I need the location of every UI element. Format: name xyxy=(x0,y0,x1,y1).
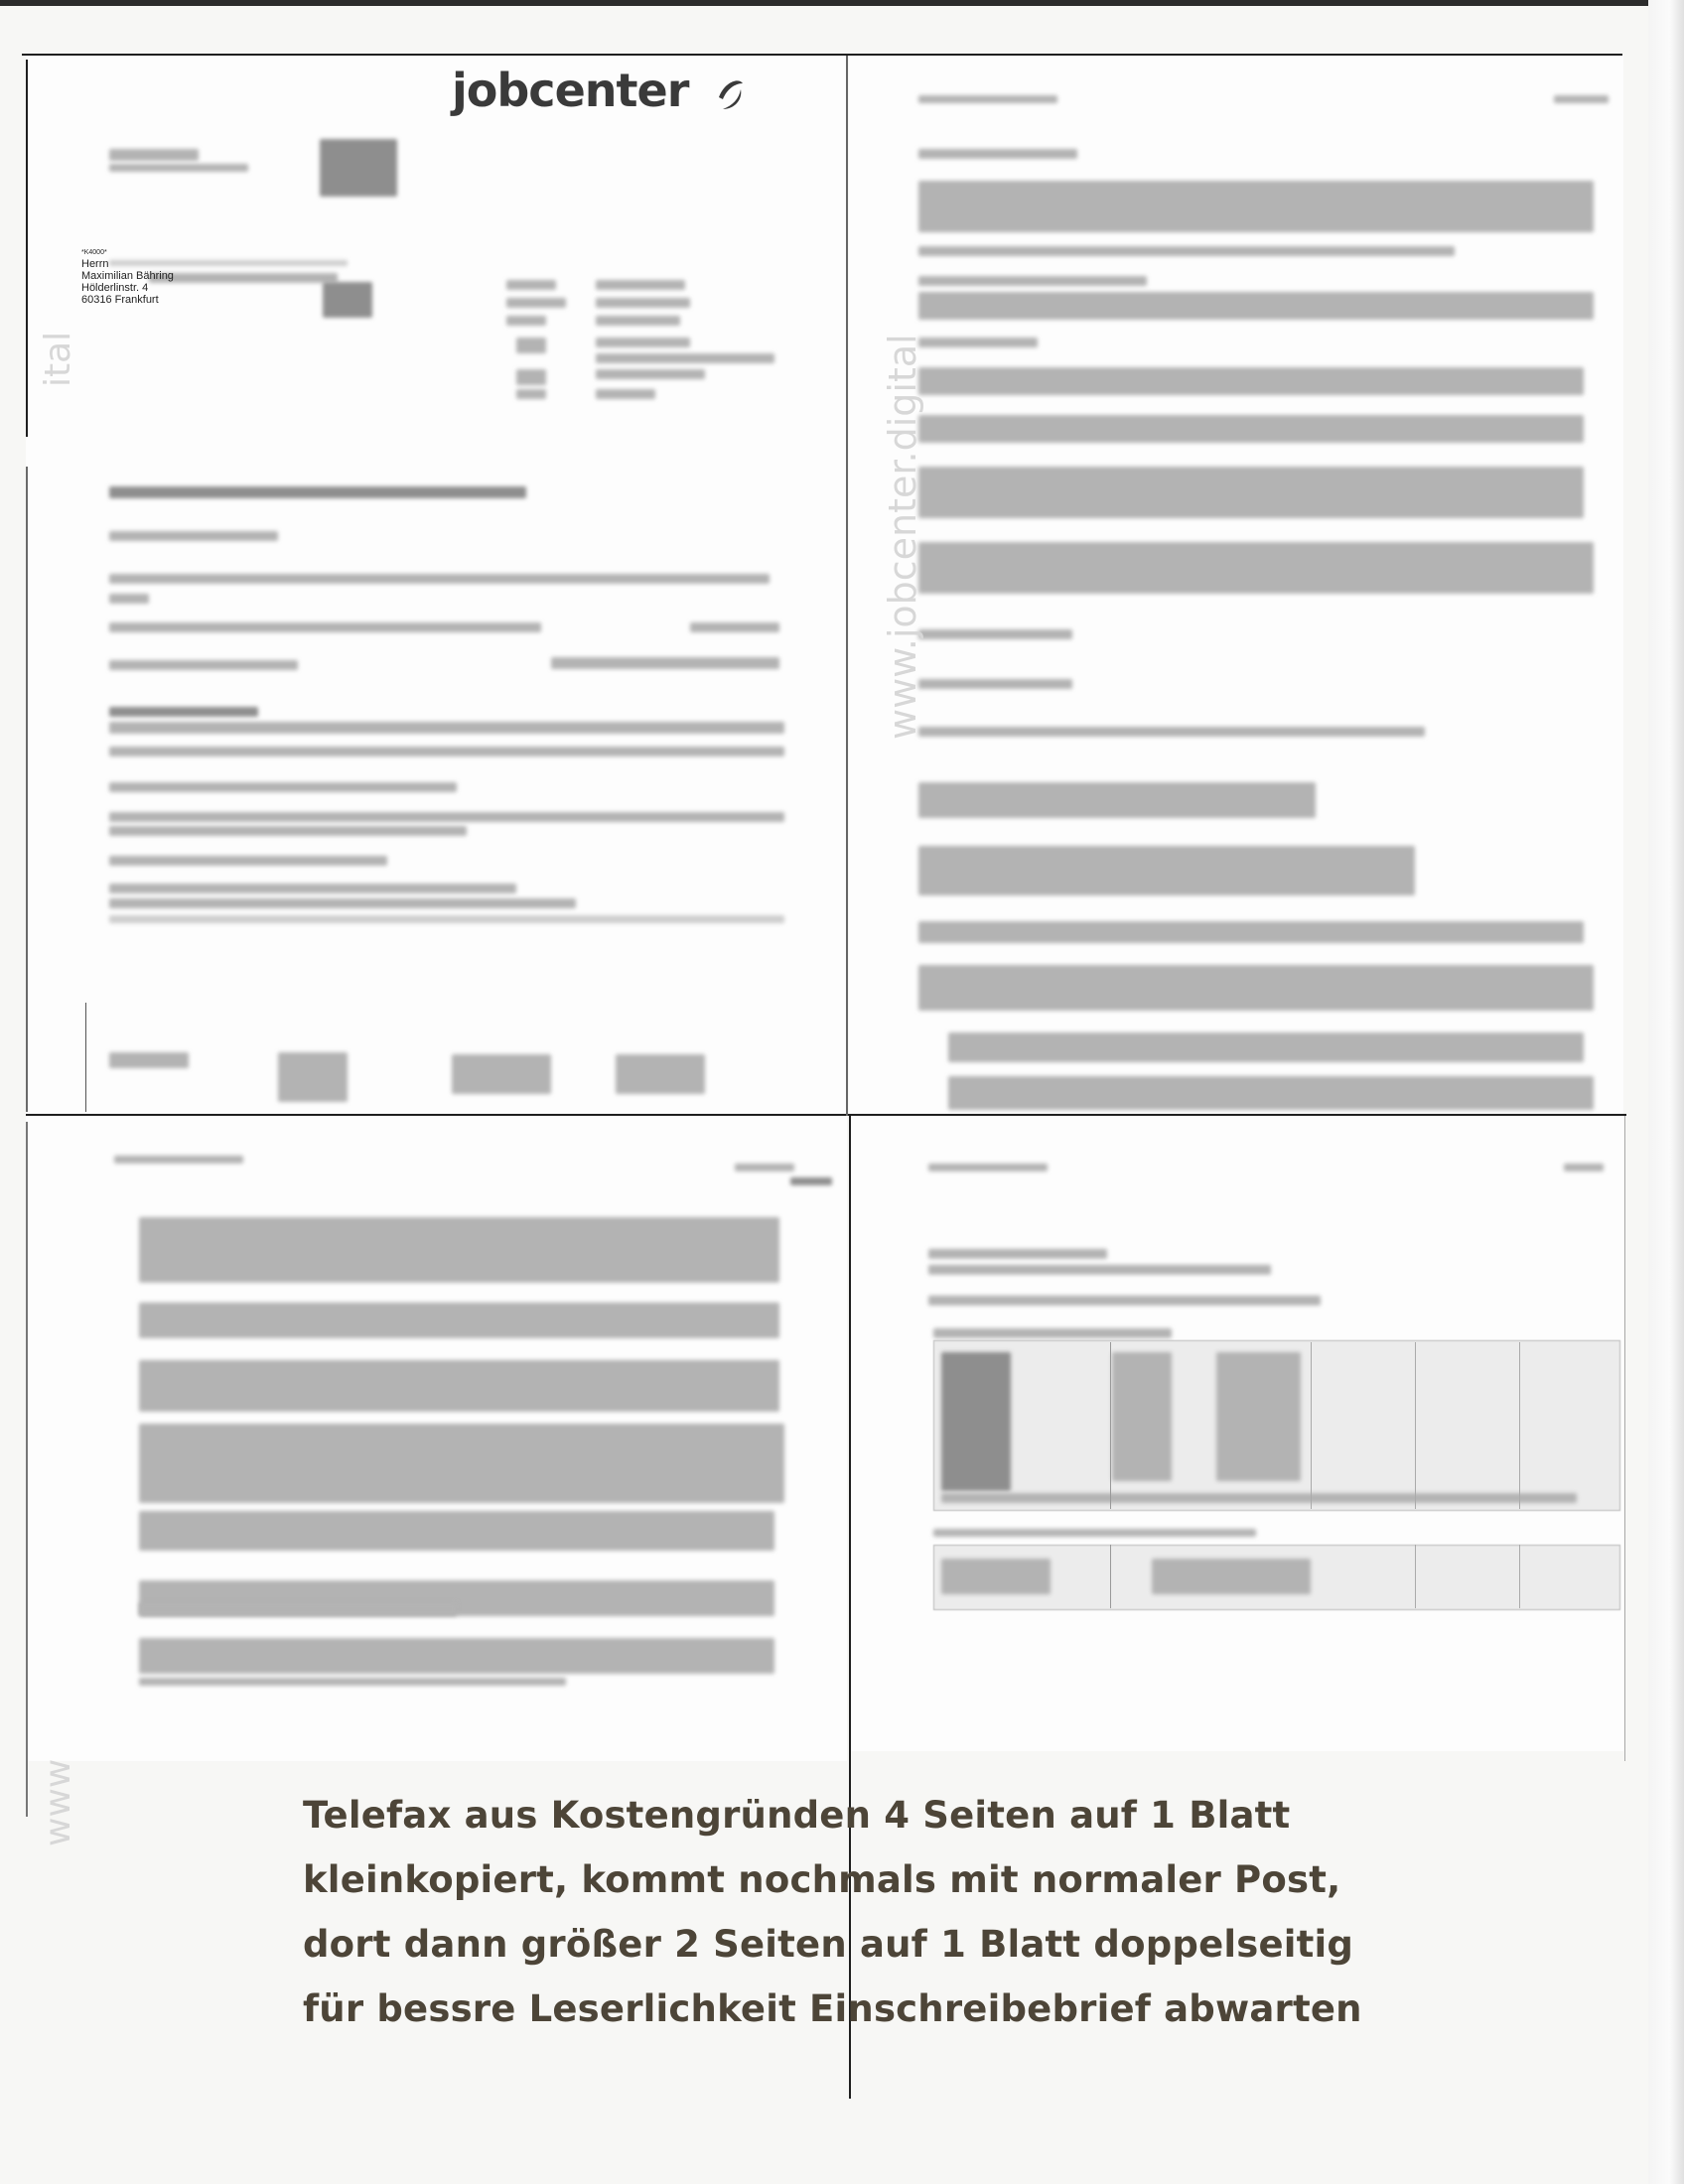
p3-mark xyxy=(790,1177,832,1185)
p2-text-line xyxy=(918,679,1072,689)
border-center-vertical-top xyxy=(846,56,848,1116)
p2-paragraph xyxy=(918,292,1594,320)
jobcenter-logo: jobcenter xyxy=(452,64,689,117)
p2-paragraph xyxy=(918,467,1584,518)
p4-table-divider xyxy=(1519,1545,1520,1608)
p2-paragraph xyxy=(918,367,1584,395)
p1-text-line xyxy=(109,812,784,822)
p4-header xyxy=(1564,1163,1604,1171)
p3-paragraph xyxy=(139,1302,779,1338)
p1-text-line xyxy=(109,574,770,584)
p1-text-line xyxy=(109,660,298,670)
p1-sender-block xyxy=(109,149,199,161)
p1-info-block xyxy=(596,316,680,326)
p4-text-line xyxy=(933,1529,1256,1537)
page1-inner-left xyxy=(85,1003,86,1112)
p2-paragraph xyxy=(918,965,1594,1011)
fax-note xyxy=(303,1783,1362,2041)
border-left-bottom xyxy=(26,1122,28,1817)
fax-note-line: kleinkopiert, kommt nochmals mit normaler Post, xyxy=(303,1858,1341,1901)
scan-edge-right xyxy=(1648,0,1684,2184)
p4-text-line xyxy=(928,1265,1271,1275)
border-left-lower xyxy=(26,467,28,1112)
p1-barcode xyxy=(323,282,372,318)
p3-paragraph xyxy=(139,1360,779,1412)
p2-paragraph xyxy=(918,181,1594,232)
p1-info-block xyxy=(596,353,774,363)
p1-info-block xyxy=(596,389,655,399)
p1-text-line xyxy=(109,856,387,866)
p1-text-line xyxy=(109,826,467,836)
watermark-fragment-top: ital xyxy=(38,331,78,387)
p2-heading xyxy=(918,338,1038,347)
p4-table-cells xyxy=(1112,1352,1172,1481)
p1-text-line xyxy=(551,657,779,669)
p4-table-cells xyxy=(941,1493,1577,1503)
p4-table-divider xyxy=(1311,1342,1312,1509)
fax-note-line: für bessre Leserlichkeit Einschreibebrief abwarten xyxy=(303,1987,1362,2030)
p1-info-block xyxy=(596,338,690,347)
p1-qr-code xyxy=(320,139,397,197)
p4-table-cells xyxy=(941,1559,1051,1594)
p1-info-block xyxy=(596,280,685,290)
p3-paragraph xyxy=(139,1217,779,1283)
border-middle-horizontal xyxy=(26,1114,1626,1116)
p3-paragraph xyxy=(139,1638,774,1674)
p2-heading xyxy=(918,276,1147,286)
p1-info-block xyxy=(596,369,705,379)
page-1 xyxy=(26,56,847,1114)
address-salutation: Herrn xyxy=(81,258,109,270)
recipient-address xyxy=(81,248,174,306)
p2-contact-block xyxy=(918,846,1415,895)
p4-table-divider xyxy=(1415,1342,1416,1509)
p4-header xyxy=(928,1163,1048,1171)
p1-sender-block xyxy=(109,164,248,172)
p2-text-line xyxy=(918,246,1455,256)
p1-info-block xyxy=(506,280,556,290)
p2-text-line xyxy=(918,727,1425,737)
address-street: Hölderlinstr. 4 xyxy=(81,282,149,294)
address-city: 60316 Frankfurt xyxy=(81,294,159,306)
address-ref: *K4000* xyxy=(81,249,107,256)
p2-paragraph xyxy=(948,1076,1594,1110)
p3-paragraph xyxy=(139,1511,774,1551)
p2-header xyxy=(1554,95,1609,103)
p2-paragraph xyxy=(918,542,1594,594)
p4-table-cells xyxy=(1216,1352,1301,1481)
scan-edge-top xyxy=(0,0,1684,6)
p1-text-line xyxy=(109,884,516,893)
p4-text-line xyxy=(928,1296,1321,1305)
p1-info-block xyxy=(516,369,546,385)
p4-table-divider xyxy=(1110,1545,1111,1608)
p2-contact-block xyxy=(918,782,1316,818)
border-right-bottom xyxy=(1624,1116,1625,1761)
p1-greeting xyxy=(109,531,278,541)
p2-header xyxy=(918,95,1057,103)
p2-text-line xyxy=(918,629,1072,639)
jobcenter-logo-icon xyxy=(713,73,749,113)
p3-header xyxy=(735,1163,794,1171)
watermark-fragment-bottom: www xyxy=(38,1758,78,1846)
p1-text-line xyxy=(109,782,457,792)
p1-footer xyxy=(616,1054,705,1094)
p2-paragraph xyxy=(948,1032,1584,1062)
p1-text-line xyxy=(690,622,779,632)
fax-note-line: dort dann größer 2 Seiten auf 1 Blatt doppelseitig xyxy=(303,1923,1354,1966)
fax-note-line: Telefax aus Kostengründen 4 Seiten auf 1 Blatt xyxy=(303,1794,1291,1837)
p4-text-line xyxy=(933,1328,1172,1338)
p1-table-row xyxy=(109,722,784,734)
p1-footer xyxy=(452,1054,551,1094)
p1-text-line xyxy=(109,622,541,632)
p3-text-line xyxy=(139,1678,566,1686)
p4-table-divider xyxy=(1519,1342,1520,1509)
p4-table-cells xyxy=(1152,1559,1311,1594)
p1-text-line xyxy=(109,594,149,604)
p3-header xyxy=(114,1156,243,1163)
p3-paragraph xyxy=(139,1424,784,1503)
p1-subject xyxy=(109,486,526,498)
p2-paragraph xyxy=(918,415,1584,443)
border-left xyxy=(26,60,28,437)
p1-info-block xyxy=(506,298,566,308)
p2-heading xyxy=(918,149,1077,159)
address-name: Maximilian Bähring xyxy=(81,270,174,282)
p1-info-block xyxy=(506,316,546,326)
p4-text-line xyxy=(928,1249,1107,1259)
p1-info-block xyxy=(596,298,690,308)
p4-table-divider xyxy=(1110,1342,1111,1509)
p1-footer xyxy=(278,1052,348,1102)
p1-return-address xyxy=(149,273,338,283)
p2-text-line xyxy=(918,921,1584,943)
p1-info-block xyxy=(516,338,546,353)
p1-table-row xyxy=(109,747,784,756)
p1-table-row xyxy=(109,707,258,717)
p4-table-divider xyxy=(1415,1545,1416,1608)
p1-info-block xyxy=(516,389,546,399)
p3-paragraph xyxy=(139,1602,457,1616)
watermark-vertical: www.jobcenter.digital xyxy=(881,334,924,740)
p1-text-line xyxy=(109,898,576,908)
border-top xyxy=(22,54,1622,56)
p1-footer xyxy=(109,1052,189,1068)
p4-table-cells xyxy=(941,1352,1011,1491)
p1-text-line xyxy=(109,915,784,923)
